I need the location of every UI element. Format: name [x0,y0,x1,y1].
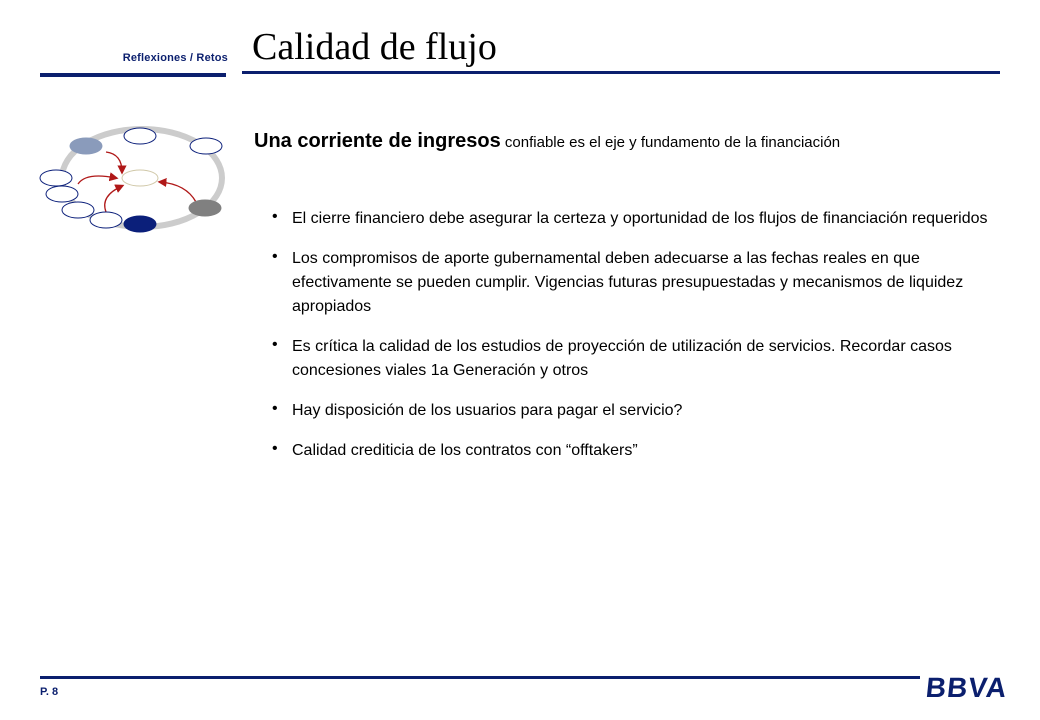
footer-rule [40,676,920,679]
page-number: P. 8 [40,686,59,698]
diagram-node-top-left [70,138,102,154]
bullet-text: Calidad crediticia de los contratos con “offtakers” [292,442,638,459]
diagram-node-bottom [124,216,156,232]
bullet-marker: • [272,208,278,225]
bullet-item [272,439,1002,463]
slide-title: Calidad de flujo [252,26,497,68]
bullet-marker: • [272,336,278,353]
bullet-list [272,207,1002,479]
diagram-node-top [124,128,156,144]
diagram-arrow-right [160,182,196,202]
bullet-text: Hay disposición de los usuarios para pagar el servicio? [292,402,683,419]
diagram-arrow-bottom [105,186,122,212]
bullet-marker: • [272,440,278,457]
bullet-text: El cierre financiero debe asegurar la certeza y oportunidad de los flujos de financiación requeridos [292,210,988,227]
section-label: Reflexiones / Retos [122,52,228,64]
bullet-marker: • [272,400,278,417]
headline-rest: confiable es el eje y fundamento de la financiación [500,134,841,151]
diagram-node-left-1 [40,170,72,186]
bullet-text: Es crítica la calidad de los estudios de proyección de utilización de servicios. Recordar casos concesiones viales 1a Generación y otros [292,338,952,379]
header-left-rule [40,73,226,77]
diagram-node-left-2 [46,186,78,202]
diagram-node-left-3 [62,202,94,218]
bbva-logo: BBVA [924,672,1009,703]
headline [254,130,1014,153]
bullet-item [272,335,1002,383]
headline-emphasis: Una corriente de ingresos [254,130,501,152]
diagram-node-right [189,200,221,216]
diagram-arrow-top-left [106,152,122,172]
bullet-item [272,207,1002,231]
flow-cycle-diagram [30,120,250,240]
bullet-item [272,247,1002,319]
diagram-node-top-right [190,138,222,154]
bullet-text: Los compromisos de aporte gubernamental deben adecuarse a las fechas reales en que efectivamente se pueden cumplir. Vigencias futuras presupuestadas y mecanismos de liquidez apropiados [292,250,964,315]
bullet-marker: • [272,248,278,265]
header-title-rule [242,71,1000,74]
diagram-node-center [122,170,158,186]
bullet-item [272,399,1002,423]
diagram-node-bottom-left [90,212,122,228]
diagram-arrow-left [78,176,116,184]
